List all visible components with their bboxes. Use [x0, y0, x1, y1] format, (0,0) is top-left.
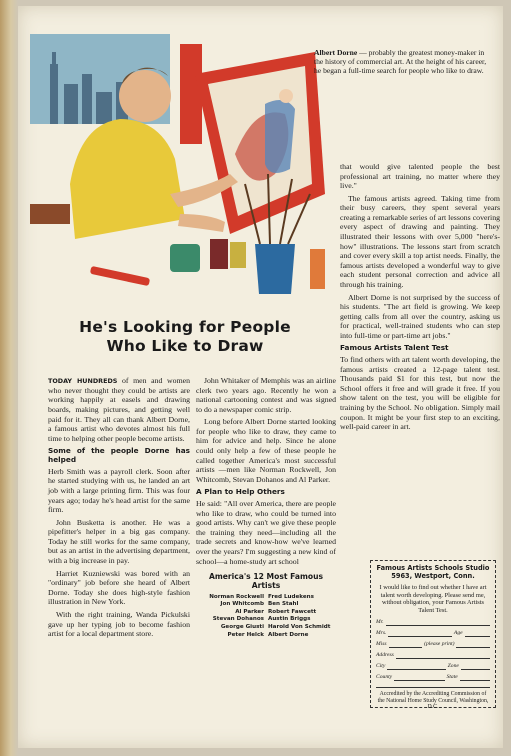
paragraph: Long before Albert Dorne started looking for people who like to draw, they came to him for advice and help. Since he alone could only help a few of these people he called together America's most successful artists —men like Norman Rockwell, Jon Whitcomb, Stevan Dohanos and Al Parker. — [196, 417, 336, 484]
artist-name: Stevan Dohanos — [212, 616, 264, 623]
paragraph: To find others with art talent worth developing, the famous artists created a 12-page talent test. Thousands paid $1 for this test, but now the School offers it free and will grade it free. If you show talent on the test, you will be eligible for training by the School. No obligation. Simply mail coupon. It might be your first step to an exciting, well-paid career in art. — [340, 355, 500, 432]
headline-line-1: He's Looking for People — [79, 318, 291, 336]
field-hint: (please print) — [424, 640, 455, 647]
subheading-talent-test: Famous Artists Talent Test — [340, 343, 449, 353]
field-label: County — [376, 673, 393, 680]
field-label: Mr. — [376, 618, 384, 625]
artists-list — [196, 594, 336, 639]
artist-name: Austin Briggs — [268, 616, 311, 623]
paragraph: Albert Dorne is not surprised by the success of his students. "The art field is growing. We keep getting calls from all over the country, asking us for practical, well-trained students who can step into full-time or part-time art jobs." — [340, 292, 500, 340]
paragraph — [48, 376, 190, 443]
artist-name: Harold Von Schmidt — [268, 624, 331, 630]
column-1 — [48, 376, 190, 642]
paragraph: The famous artists agreed. Taking time from their busy careers, they spent several years creating a remarkable series of art lessons covering every aspect of drawing and painting. They illustrated their lessons with over 5,000 "here's-how" illustrations. The lessons start from scratch and cover every skill a top artist needs. Finally, the famous artists developed a wonderful way to give each student personal correction and advice all through his training. — [340, 193, 500, 289]
mail-coupon[interactable] — [370, 560, 496, 711]
illustration-caption — [314, 48, 494, 75]
field-label: City — [376, 662, 386, 669]
headline-line-2: Who Like to Draw — [106, 337, 264, 356]
artist-name: Al Parker — [235, 608, 264, 615]
headline — [40, 318, 330, 357]
field-label: Miss — [376, 640, 387, 647]
field-label: Mrs. — [376, 629, 387, 636]
subheading-plan: A Plan to Help Others — [196, 487, 285, 497]
paragraph: Harriet Kuzniewski was bored with an "ordinary" job before she heard of Albert Dorne. Today she does high-style fashion illustration in New York. — [48, 568, 190, 607]
field-label: Age — [453, 629, 463, 636]
coupon-title: Famous Artists Schools Studio 5963, Westport, Conn. — [376, 564, 490, 580]
artist-name: Robert Fawcett — [268, 608, 317, 615]
coupon-body: I would like to find out whether I have art talent worth developing. Please send me, without obligation, your Famous Artists Talent Test. — [379, 583, 487, 614]
paragraph-text: of men and women who never thought they could be artists are working happily at easels and drawing boards, making pictures, and getting well paid for it. They all can thank Albert Dorne, a famous artist who devotes almost his full time to helping other people become artists. — [48, 376, 190, 443]
artist-name: Albert Dorne — [268, 631, 309, 638]
mrs-field[interactable] — [376, 629, 490, 637]
paragraph: He said: "All over America, there are people who like to draw, who could be turned into good artists. Why can't we give these people the training they need—including all the trade secrets and know-how we've learned over the years? I'm suggesting a new kind of school—a home-study art school — [196, 499, 336, 566]
red-curtain — [180, 44, 202, 144]
paragraph: Herb Smith was a payroll clerk. Soon after he started studying with us, he landed an art job with a large printing firm. This was four years ago; today he's head artist for the same firm. — [48, 466, 190, 515]
county-field[interactable] — [376, 673, 490, 681]
field-label: Address — [376, 651, 394, 658]
artist-name: Norman Rockwell — [209, 593, 264, 600]
city-field[interactable] — [376, 662, 490, 670]
paragraph: that would give talented people the best professional art training, no matter where they live." — [340, 162, 500, 191]
field-label: Zone — [447, 662, 459, 669]
page-binding — [0, 0, 18, 756]
artist-name: Peter Helck — [227, 631, 264, 638]
miss-field[interactable] — [376, 640, 490, 648]
artist-name: Ben Stahl — [268, 601, 299, 608]
paragraph: John Busketta is another. He was a pipefitter's helper in a big gas company. Today he still works for the same company, but as an artist in the advertising department, with a big increase in pay. — [48, 517, 190, 566]
field-label: State — [446, 673, 458, 680]
caption-name: Albert Dorne — [314, 48, 358, 57]
artist-name: George Giusti — [220, 624, 264, 630]
accreditation-note: Accredited by the Accrediting Commission of the National Home Study Council, Washington, D.C. — [376, 687, 490, 712]
dropcap-text: TODAY HUNDREDS — [48, 377, 118, 385]
artist-name: Jon Whitcomb — [220, 601, 264, 608]
paragraph: John Whitaker of Memphis was an airline clerk two years ago. Recently he won a national cartooning contest and was signed to do a newspaper comic strip. — [196, 376, 336, 414]
column-2 — [196, 376, 336, 639]
albert-dorne-illustration — [30, 34, 325, 296]
name-field[interactable] — [376, 618, 490, 626]
column-3 — [340, 162, 500, 435]
artist-name: Fred Ludekens — [268, 593, 314, 600]
subheading-people-helped: Some of the people Dorne has helped — [48, 446, 190, 465]
paragraph: With the right training, Wanda Pickulski gave up her typing job to become fashion artist for a local department store. — [48, 609, 190, 639]
artists-list-title: America's 12 Most Famous Artists — [208, 572, 324, 591]
caption-text: — probably the greatest money-maker in the history of commercial art. At the height of his career, he began a full-time search for people who like to draw. — [314, 48, 487, 76]
address-field[interactable] — [376, 651, 490, 659]
